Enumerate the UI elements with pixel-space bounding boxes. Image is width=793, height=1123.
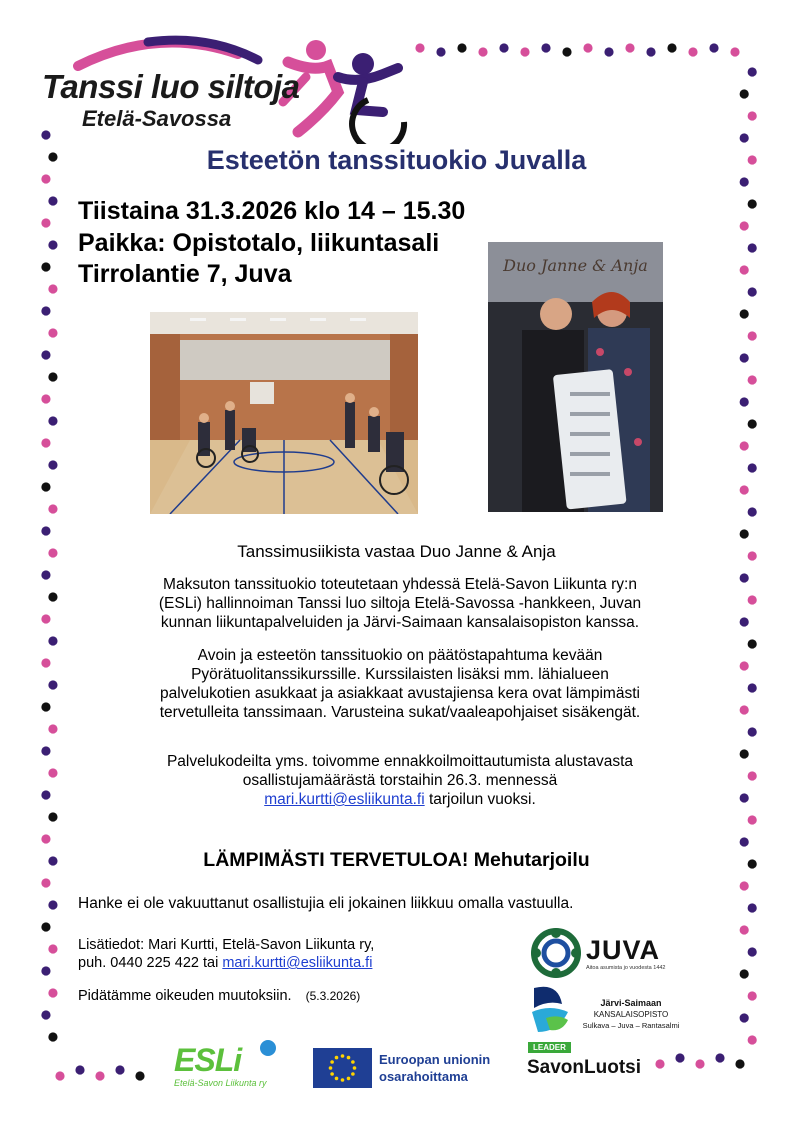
kansalaisopisto-logo <box>528 982 688 1040</box>
border-dot <box>740 925 749 934</box>
border-dot <box>520 47 529 56</box>
contact-phone: puh. 0440 225 422 tai <box>78 955 223 971</box>
juva-logo <box>530 927 680 979</box>
eu-star <box>330 1072 334 1076</box>
border-dot <box>748 331 757 340</box>
border-dot <box>41 746 50 755</box>
rights-notice <box>78 988 360 1004</box>
border-dot <box>667 43 676 52</box>
border-dot <box>41 394 50 403</box>
border-dot <box>48 900 57 909</box>
border-dot <box>48 1032 57 1041</box>
eu-star <box>341 1078 345 1082</box>
border-dot <box>115 1065 124 1074</box>
border-dot <box>740 837 749 846</box>
eu-star <box>335 1056 339 1060</box>
eu-star <box>351 1072 355 1076</box>
border-dot <box>748 903 757 912</box>
border-dot <box>748 727 757 736</box>
border-dot <box>740 89 749 98</box>
border-dot <box>748 991 757 1000</box>
border-dot <box>499 43 508 52</box>
border-dot <box>748 771 757 780</box>
email-link[interactable]: mari.kurtti@esliikunta.fi <box>264 791 425 808</box>
border-dot <box>688 47 697 56</box>
border-dot <box>48 636 57 645</box>
paragraph-line <box>95 790 705 809</box>
border-dot <box>41 306 50 315</box>
border-dot <box>41 878 50 887</box>
border-dot <box>748 683 757 692</box>
border-dot <box>740 353 749 362</box>
border-dot <box>41 350 50 359</box>
border-dot <box>748 67 757 76</box>
border-dot <box>740 573 749 582</box>
eu-line: osarahoittama <box>379 1069 468 1084</box>
border-dot <box>48 196 57 205</box>
event-date: Tiistaina 31.3.2026 klo 14 – 15.30 <box>78 197 466 225</box>
ks-line: KANSALAISOPISTO <box>593 1010 669 1019</box>
border-dot <box>715 1053 724 1062</box>
duo-photo <box>488 242 663 512</box>
ks-line: Sulkava – Juva – Rantasalmi <box>582 1021 680 1030</box>
border-dot <box>436 47 445 56</box>
border-dot <box>748 947 757 956</box>
border-dot <box>740 881 749 890</box>
border-dot <box>41 834 50 843</box>
border-dot <box>748 595 757 604</box>
border-dot <box>41 526 50 535</box>
leader-badge: LEADER <box>528 1042 571 1053</box>
border-dot <box>740 793 749 802</box>
eu-star <box>351 1060 355 1064</box>
border-dot <box>748 463 757 472</box>
border-dot <box>41 482 50 491</box>
border-dot <box>748 815 757 824</box>
border-dot <box>583 43 592 52</box>
border-dot <box>55 1071 64 1080</box>
contact-line: Lisätiedot: Mari Kurtti, Etelä-Savon Liikunta ry, <box>78 937 375 953</box>
border-dot <box>41 614 50 623</box>
border-dot <box>48 724 57 733</box>
border-dot <box>748 199 757 208</box>
savonluotsi-logo: SavonLuotsi <box>527 1057 642 1078</box>
border-dot <box>41 570 50 579</box>
border-dot <box>48 416 57 425</box>
border-dot <box>740 529 749 538</box>
border-dot <box>48 328 57 337</box>
border-dot <box>740 969 749 978</box>
eu-line: Euroopan unionin <box>379 1052 491 1067</box>
esli-logo <box>168 1040 284 1092</box>
border-dot <box>478 47 487 56</box>
esli-subtitle: Etelä-Savon Liikunta ry <box>174 1078 267 1088</box>
juva-tagline: Aitoa asumista jo vuodesta 1442 <box>586 965 666 971</box>
paragraph-line-rest: tarjoilun vuoksi. <box>424 791 536 808</box>
rights-date: (5.3.2026) <box>305 989 361 1003</box>
contact-info <box>78 936 374 972</box>
paragraph-line: Maksuton tanssituokio toteutetaan yhdessä Etelä-Savon Liikunta ry:n <box>163 576 637 593</box>
project-logo <box>38 32 418 144</box>
paragraph-line: osallistujamäärästä torstaihin 26.3. mennessä <box>242 772 558 789</box>
border-dot <box>41 922 50 931</box>
rights-text: Pidätämme oikeuden muutoksiin. <box>78 988 292 1004</box>
border-dot <box>41 262 50 271</box>
border-dot <box>646 47 655 56</box>
border-dot <box>48 768 57 777</box>
border-dot <box>748 375 757 384</box>
eu-star <box>341 1054 345 1058</box>
border-dot <box>740 221 749 230</box>
gym-photo <box>150 312 418 514</box>
border-dot <box>740 441 749 450</box>
welcome-heading: LÄMPIMÄSTI TERVETULOA! Mehutarjoilu <box>203 849 590 871</box>
paragraph-line: kunnan liikuntapalveluiden ja Järvi-Saimaan kansalaisopiston kanssa. <box>160 614 640 631</box>
eu-star <box>329 1066 333 1070</box>
border-dot <box>95 1071 104 1080</box>
border-dot <box>740 749 749 758</box>
eu-text <box>379 1051 490 1085</box>
border-dot <box>675 1053 684 1062</box>
border-dot <box>75 1065 84 1074</box>
border-dot <box>740 177 749 186</box>
border-dot <box>48 812 57 821</box>
paragraph-registration <box>95 752 705 809</box>
border-dot <box>709 43 718 52</box>
border-dot <box>604 47 613 56</box>
border-dot <box>48 372 57 381</box>
border-dot <box>740 661 749 670</box>
juva-name: JUVA <box>586 935 661 965</box>
border-dot <box>748 287 757 296</box>
page-title: Esteetön tanssituokio Juvalla <box>206 145 587 175</box>
border-dot <box>48 504 57 513</box>
paragraph-line: Avoin ja esteetön tanssituokio on päätöstapahtuma kevään <box>197 647 603 664</box>
event-address: Tirrolantie 7, Juva <box>78 260 292 288</box>
border-dot <box>41 790 50 799</box>
paragraph-organizers <box>95 575 705 632</box>
border-dot <box>695 1059 704 1068</box>
paragraph-line: Palvelukodeilta yms. toivomme ennakkoilmoittautumista alustavasta <box>166 753 634 770</box>
border-dot <box>135 1071 144 1080</box>
border-dot <box>48 592 57 601</box>
eu-star <box>353 1066 357 1070</box>
paragraph-line: Pyörätuolitanssikurssille. Kurssilaisten lisäksi mm. lähialueen <box>191 666 609 683</box>
disclaimer: Hanke ei ole vakuuttanut osallistujia eli jokainen liikkuu omalla vastuulla. <box>78 895 574 912</box>
logo-title: Tanssi luo siltoja <box>42 68 300 105</box>
duo-banner: Duo Janne & Anja <box>503 256 648 275</box>
border-dot <box>740 309 749 318</box>
border-dot <box>748 507 757 516</box>
paragraph-line: palvelukotien asukkaat ja asiakkaat avustajiensa kera ovat lämpimästi <box>160 685 640 702</box>
border-dot <box>41 702 50 711</box>
eu-star <box>335 1077 339 1081</box>
border-dot <box>740 705 749 714</box>
border-dot <box>740 1013 749 1022</box>
contact-email-link[interactable]: mari.kurtti@esliikunta.fi <box>222 955 373 971</box>
paragraph-event <box>95 646 705 722</box>
border-dot <box>740 485 749 494</box>
logo-subtitle: Etelä-Savossa <box>82 106 232 131</box>
border-dot <box>41 218 50 227</box>
border-dot <box>48 240 57 249</box>
eu-star <box>330 1060 334 1064</box>
border-dot <box>48 460 57 469</box>
border-dot <box>655 1059 664 1068</box>
border-dot <box>48 284 57 293</box>
border-dot <box>730 47 739 56</box>
paragraph-line: tervetulleita tanssimaan. Varusteina sukat/vaaleapohjaiset sisäkengät. <box>159 704 641 721</box>
border-dot <box>41 1010 50 1019</box>
music-caption: Tanssimusiikista vastaa Duo Janne & Anja <box>237 542 556 561</box>
eu-logo <box>313 1048 503 1088</box>
border-dot <box>625 43 634 52</box>
border-dot <box>541 43 550 52</box>
border-dot <box>48 680 57 689</box>
border-dot <box>457 43 466 52</box>
border-dot <box>748 1035 757 1044</box>
eu-star <box>347 1056 351 1060</box>
paragraph-line: (ESLi) hallinnoiman Tanssi luo siltoja Etelä-Savossa -hankkeen, Juvan <box>158 595 642 612</box>
ks-line: Järvi-Saimaan <box>600 998 662 1008</box>
esli-name: ESLi <box>174 1042 242 1078</box>
border-dot <box>41 658 50 667</box>
contact-line <box>78 954 374 972</box>
border-dot <box>748 243 757 252</box>
border-dot <box>740 265 749 274</box>
eu-flag-icon <box>313 1048 372 1088</box>
border-dot <box>41 966 50 975</box>
border-dot <box>748 111 757 120</box>
border-dot <box>48 988 57 997</box>
border-dot <box>740 397 749 406</box>
border-dot <box>735 1059 744 1068</box>
border-dot <box>748 639 757 648</box>
border-dot <box>48 944 57 953</box>
border-dot <box>740 133 749 142</box>
border-dot <box>562 47 571 56</box>
border-dot <box>740 617 749 626</box>
border-dot <box>41 438 50 447</box>
event-place: Paikka: Opistotalo, liikuntasali <box>78 229 440 257</box>
eu-star <box>347 1077 351 1081</box>
border-dot <box>748 419 757 428</box>
